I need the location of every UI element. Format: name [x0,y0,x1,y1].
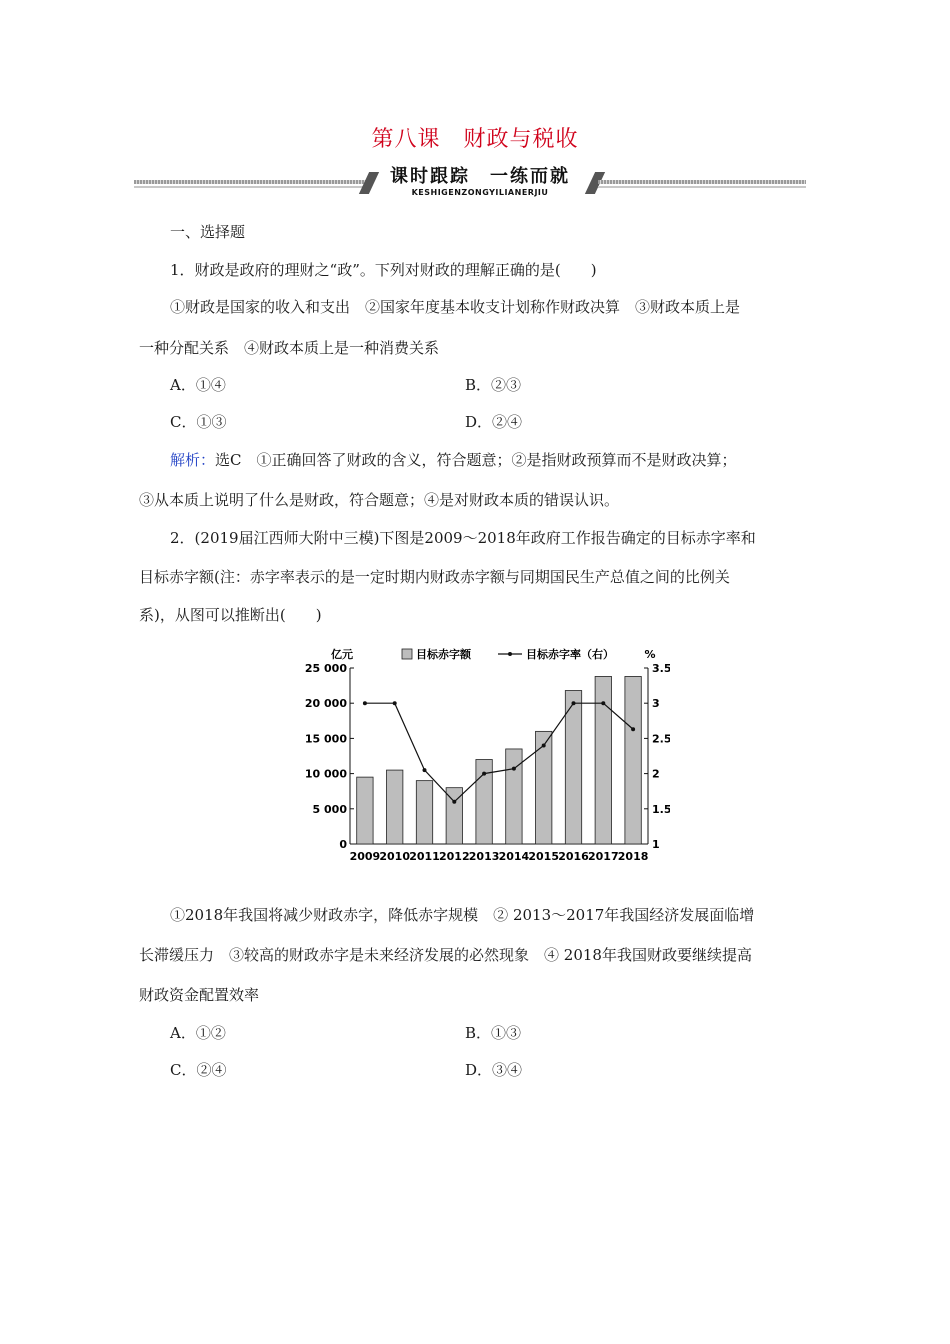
y2-axis-label: % [644,648,656,661]
q2-items-line2: 长滞缓压力 ③较高的财政赤字是未来经济发展的必然现象 ④ 2018年我国财政要继续提高 [139,946,752,964]
q2-option-c: C．②④ [170,1061,227,1079]
y2-tick-label: 2.5 [652,732,670,746]
q2-items-line3: 财政资金配置效率 [139,986,260,1004]
x-tick-label: 2009 [349,850,381,863]
legend-line-marker [508,652,512,656]
x-tick-label: 2017 [587,850,619,863]
bar-2014 [506,749,522,844]
x-tick-label: 2014 [498,850,530,863]
y2-tick-label: 1.5 [652,802,670,816]
banner-subtitle: KESHIGENZONGYILIANERJIU [411,188,549,197]
q1-analysis [170,450,850,470]
x-tick-label: 2010 [379,850,411,863]
bar-2016 [565,691,581,844]
q2-stem-line1: 2．(2019届江西师大附中三模)下图是2009～2018年政府工作报告确定的目标赤字率和 [170,529,756,547]
bar-2009 [357,777,373,844]
q2-option-a: A．①② [170,1024,226,1042]
x-tick-label: 2015 [528,850,560,863]
bar-2018 [625,676,641,844]
y-tick-label: 5 000 [312,802,347,816]
rate-point-2010 [393,701,397,705]
y-tick-label: 25 000 [304,662,347,675]
q2-items-line1: ①2018年我国将减少财政赤字，降低赤字规模 ② 2013～2017年我国经济发展面临增 [170,906,755,924]
x-tick-label: 2016 [558,850,589,863]
rate-point-2011 [423,768,427,772]
analysis-label: 解析： [170,451,216,469]
y2-tick-label: 3 [652,697,660,711]
legend-line-label: 目标赤字率（右） [526,648,614,661]
rate-point-2013 [482,772,486,776]
deficit-chart-svg [300,640,670,872]
y-tick-label: 20 000 [304,697,347,711]
rate-point-2015 [542,743,546,747]
analysis-text-line1: 选C ①正确回答了财政的含义，符合题意；②是指财政预算而不是财政决算； [215,451,737,469]
q1-option-a: A．①④ [170,376,226,394]
q2-option-b: B．①③ [465,1024,522,1042]
y2-tick-label: 1 [652,838,660,851]
y2-tick-label: 3.5 [652,662,670,675]
q1-stem: 1．财政是政府的理财之“政”。下列对财政的理解正确的是( ) [170,261,597,279]
section-banner [134,160,806,204]
banner-rule-right [598,180,806,184]
y-axis-label: 亿元 [331,648,353,661]
q1-items-line2: 一种分配关系 ④财政本质上是一种消费关系 [139,339,440,357]
section-title: 一、选择题 [170,223,246,241]
y-tick-label: 15 000 [304,732,347,746]
banner-rule-left [134,180,366,184]
bar-2011 [416,781,432,844]
rate-point-2018 [631,727,635,731]
lesson-title: 第八课 财政与税收 [371,127,579,152]
y-tick-label: 10 000 [304,767,347,781]
y2-tick-label: 2 [652,767,660,781]
q2-option-d: D．③④ [465,1061,523,1079]
rate-point-2009 [363,701,367,705]
rate-point-2016 [572,701,576,705]
x-tick-label: 2011 [409,850,440,863]
x-tick-label: 2013 [468,850,500,863]
rate-line [365,703,633,802]
q1-items-line1: ①财政是国家的收入和支出 ②国家年度基本收支计划称作财政决算 ③财政本质上是 [170,298,741,316]
q2-stem-line2: 目标赤字额(注：赤字率表示的是一定时期内财政赤字额与同期国民生产总值之间的比例关 [139,568,730,586]
rate-point-2012 [452,800,456,804]
legend-bar-swatch [402,649,412,659]
x-tick-label: 2012 [438,850,470,863]
bar-2015 [536,731,552,844]
legend-bar-label: 目标赤字额 [416,648,471,661]
q2-stem-line3: 系)，从图可以推断出( ) [139,606,322,624]
q1-option-c: C．①③ [170,413,227,431]
q1-option-d: D．②④ [465,413,523,431]
rate-point-2017 [601,701,605,705]
bar-2010 [387,770,403,844]
q1-option-b: B．②③ [465,376,522,394]
banner-title: 课时跟踪 一练而就 [390,166,570,187]
x-tick-label: 2018 [617,850,649,863]
y-tick-label: 0 [339,838,347,851]
rate-point-2014 [512,767,516,771]
deficit-chart [300,640,670,872]
q1-analysis-line2: ③从本质上说明了什么是财政，符合题意；④是对财政本质的错误认识。 [139,491,620,509]
